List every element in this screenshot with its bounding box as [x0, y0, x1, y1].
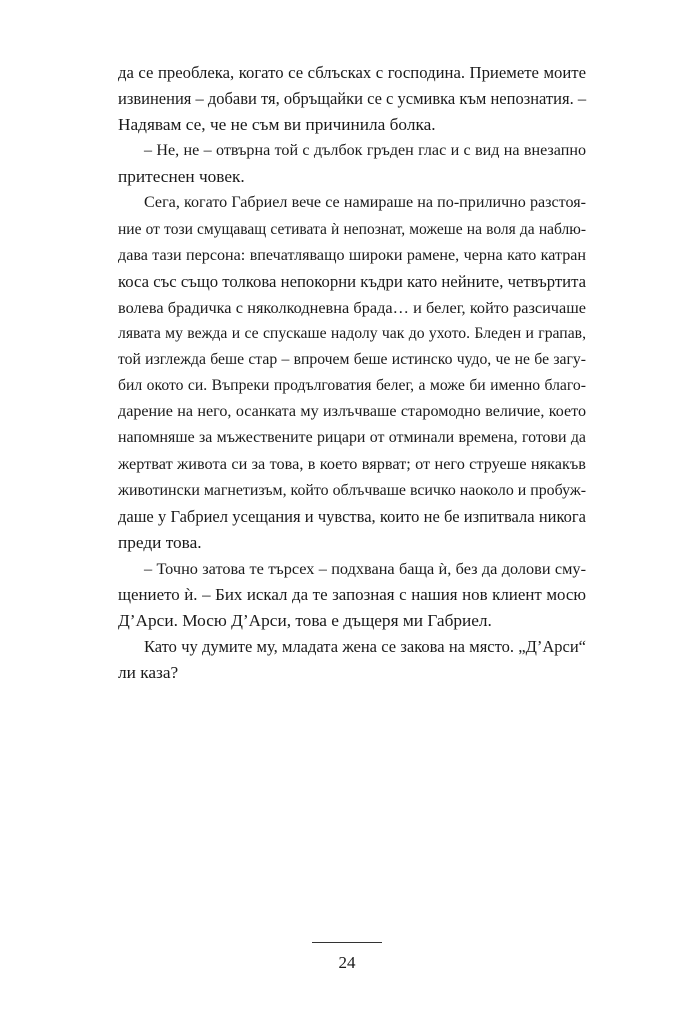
page-number: 24 — [338, 953, 356, 972]
text-line: волева брадичка с няколкодневна брада… и белег, който разсичаше — [118, 297, 586, 317]
text-line: лявата му вежда и се спускаше надолу чак до ухото. Бледен и грапав, — [118, 324, 586, 342]
text-line: той изглежда беше стар – впрочем беше истинско чудо, че не бе загу- — [118, 351, 586, 369]
text-line: дарение на него, осанката му излъчваше старомодно величие, което — [118, 403, 586, 421]
text-line: извинения – добави тя, обръщайки се с усмивка към непознатия. – — [118, 89, 587, 109]
text-line: Сега, когато Габриел вече се намираше на по-прилично разстоя- — [144, 194, 586, 212]
text-line: бил окото си. Въпреки продълговатия белег, а може би именно благо- — [118, 377, 586, 395]
body-text — [118, 60, 586, 686]
text-line: ние от този смущаващ сетивата ѝ непознат, можеше на воля да наблю- — [118, 220, 586, 238]
text-line: даше у Габриел усещания и чувства, които не бе изпитвала никога — [118, 506, 586, 526]
text-line: щението ѝ. – Бих искал да те запозная с нашия нов клиент мосю — [118, 584, 586, 604]
footer-rule — [312, 942, 382, 943]
text-line: дава тази персона: впечатляващо широки рамене, черна като катран — [118, 246, 586, 264]
text-line: ли каза? — [118, 663, 179, 683]
text-line: притеснен човек. — [118, 167, 245, 187]
text-line: – Не, не – отвърна той с дълбок гръден глас и с вид на внезапно — [144, 142, 586, 160]
text-line: напомняше за мъжествените рицари от отминали времена, готови да — [118, 429, 586, 447]
text-line: коса със също толкова непокорни къдри като нейните, четвъртита — [118, 271, 586, 291]
text-line: Надявам се, че не съм ви причинила болка. — [118, 115, 436, 135]
text-line: да се преоблека, когато се сблъсках с господина. Приемете моите — [118, 63, 586, 82]
text-line: преди това. — [118, 532, 202, 552]
text-line: Като чу думите му, младата жена се закова на място. „Д’Арси“ — [144, 637, 586, 657]
text-line: животински магнетизъм, който облъчваше всичко наоколо и пробуж- — [118, 481, 587, 499]
text-line: – Точно затова те търсех – подхвана баща ѝ, без да долови сму- — [144, 558, 586, 578]
text-line: жертват живота си за това, в което вярват; от него струеше някакъв — [118, 454, 586, 474]
text-line: Д’Арси. Мосю Д’Арси, това е дъщеря ми Габриел. — [118, 610, 492, 630]
